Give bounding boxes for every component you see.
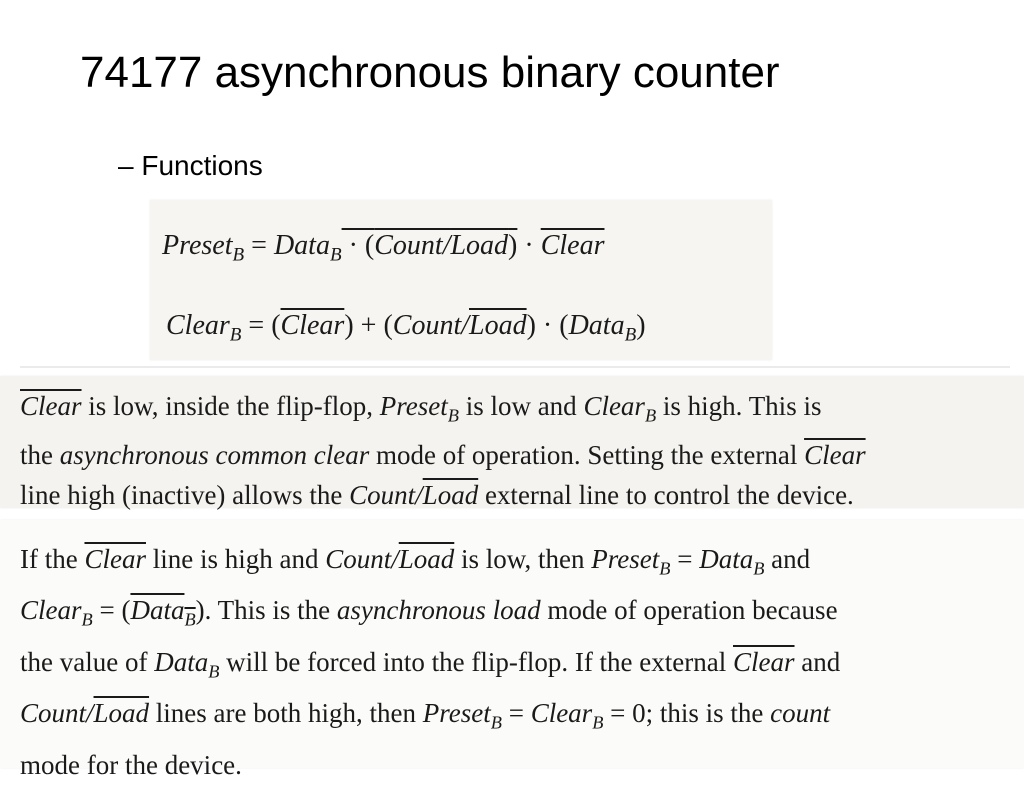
eq1-equals: = (244, 230, 274, 261)
p2-data-overline (130, 595, 196, 630)
eq1-load: Load (450, 230, 509, 261)
p2-italic-count: count (770, 698, 831, 729)
eq2-equals: = ( (241, 310, 281, 341)
p2-text-d: and (764, 544, 811, 574)
p1-line-3 (20, 475, 1020, 515)
p1-text-d: the (20, 440, 60, 471)
eq2-mid2: ) · ( (526, 310, 569, 341)
p2-line-4 (20, 692, 1020, 743)
p2-clear: Clear (84, 544, 146, 574)
p2-clear-3: Clear (733, 646, 795, 677)
p1-text-e: mode of operation. Setting the external (369, 440, 805, 471)
p2-clearb: Clear (20, 595, 82, 626)
p2-text-k: = 0; this is the (603, 698, 771, 729)
p2-line-3 (20, 641, 1020, 692)
p1-load: Load (422, 480, 479, 511)
p1-line-1 (20, 386, 1020, 435)
p1-text-f: line high (inactive) allows the (20, 480, 350, 511)
p1-preset: Preset (379, 391, 448, 421)
p2-text-e: ). This is the (195, 595, 337, 626)
bullet-functions: – Functions (118, 150, 263, 181)
scan-artifact-line (20, 366, 1010, 374)
p2-count: Count/ (325, 544, 399, 574)
eq1-count: Count/ (374, 230, 451, 261)
p2-load: Load (398, 544, 455, 574)
p1-preset-sub: B (447, 405, 459, 426)
p2-text-b: line is high and (145, 544, 326, 574)
eq2-lhs: Clear (166, 310, 230, 341)
p2-eq-4: = (501, 698, 531, 729)
paragraph-common-clear (20, 386, 1020, 515)
p1-clearb-sub: B (644, 405, 657, 426)
eq1-dot1: · ( (341, 230, 375, 261)
p2-text-f: mode of operation because (540, 595, 838, 626)
eq1-clear: Clear (540, 230, 605, 261)
slide-title: 74177 asynchronous binary counter (80, 48, 780, 97)
p2-italic-mode: asynchronous load (336, 595, 541, 626)
eq1-data: Data (273, 230, 330, 261)
p2-preset-4-sub: B (490, 712, 502, 733)
eq1-close: ) (508, 230, 518, 261)
p2-load-4: Load (93, 698, 150, 729)
p1-clearb: Clear (583, 391, 645, 421)
p2-data-3-sub: B (208, 661, 220, 682)
p2-text-g: the value of (20, 646, 155, 677)
eq2-count: Count/ (392, 310, 470, 341)
p1-text-c: is high. This is (656, 391, 822, 421)
p2-text-a: If the (20, 544, 85, 574)
paragraph-async-load (20, 538, 1020, 786)
p1-text-a: is low, inside the flip-flop, (81, 391, 380, 421)
p1-text-b: is low and (458, 391, 584, 421)
p2-data-2: Data (130, 595, 185, 626)
eq1-dot2: · (517, 230, 541, 261)
eq2-clear: Clear (280, 310, 345, 341)
p2-count-4: Count/ (20, 698, 94, 729)
p2-preset-sub: B (659, 558, 671, 579)
p1-italic-mode: asynchronous common clear (59, 440, 370, 471)
eq1-lhs: Preset (162, 230, 233, 261)
p2-line-5 (20, 744, 1020, 786)
eq2-data-sub: B (624, 324, 637, 346)
p2-data-sub: B (753, 558, 765, 579)
p1-clear-2: Clear (804, 440, 866, 471)
p2-data-2-sub: B (184, 609, 196, 630)
p1-clear: Clear (20, 391, 82, 421)
p2-clearb-sub: B (81, 609, 93, 630)
eq1-lhs-sub: B (232, 244, 245, 266)
p2-text-h: will be forced into the flip-flop. If the external (219, 646, 733, 677)
p1-text-g: external line to control the device. (478, 480, 854, 511)
p2-text-l: mode for the device. (20, 749, 242, 780)
p2-line-1 (20, 538, 1020, 589)
p2-data: Data (699, 544, 754, 574)
equation-preset-b (162, 230, 604, 267)
p2-eq-2: = ( (92, 595, 131, 626)
p1-count: Count/ (349, 480, 423, 511)
p2-data-3: Data (154, 646, 209, 677)
p2-clear-4-sub: B (592, 712, 604, 733)
p2-text-j: lines are both high, then (149, 698, 423, 729)
eq2-mid: ) + ( (344, 310, 393, 341)
eq2-data: Data (568, 310, 625, 341)
eq1-data-sub: B (329, 244, 342, 266)
p2-preset-4: Preset (422, 698, 491, 729)
eq2-close: ) (636, 310, 646, 341)
p1-line-2 (20, 435, 1020, 475)
p2-line-2 (20, 589, 1020, 640)
equation-clear-b (166, 310, 646, 347)
eq1-count-load-overline (342, 230, 518, 261)
p2-clear-4: Clear (530, 698, 593, 729)
p2-text-i: and (794, 646, 841, 677)
p2-eq: = (670, 544, 700, 574)
eq2-load: Load (469, 310, 527, 341)
eq2-lhs-sub: B (229, 324, 242, 346)
p2-text-c: is low, then (454, 544, 592, 574)
p2-preset: Preset (591, 544, 660, 574)
